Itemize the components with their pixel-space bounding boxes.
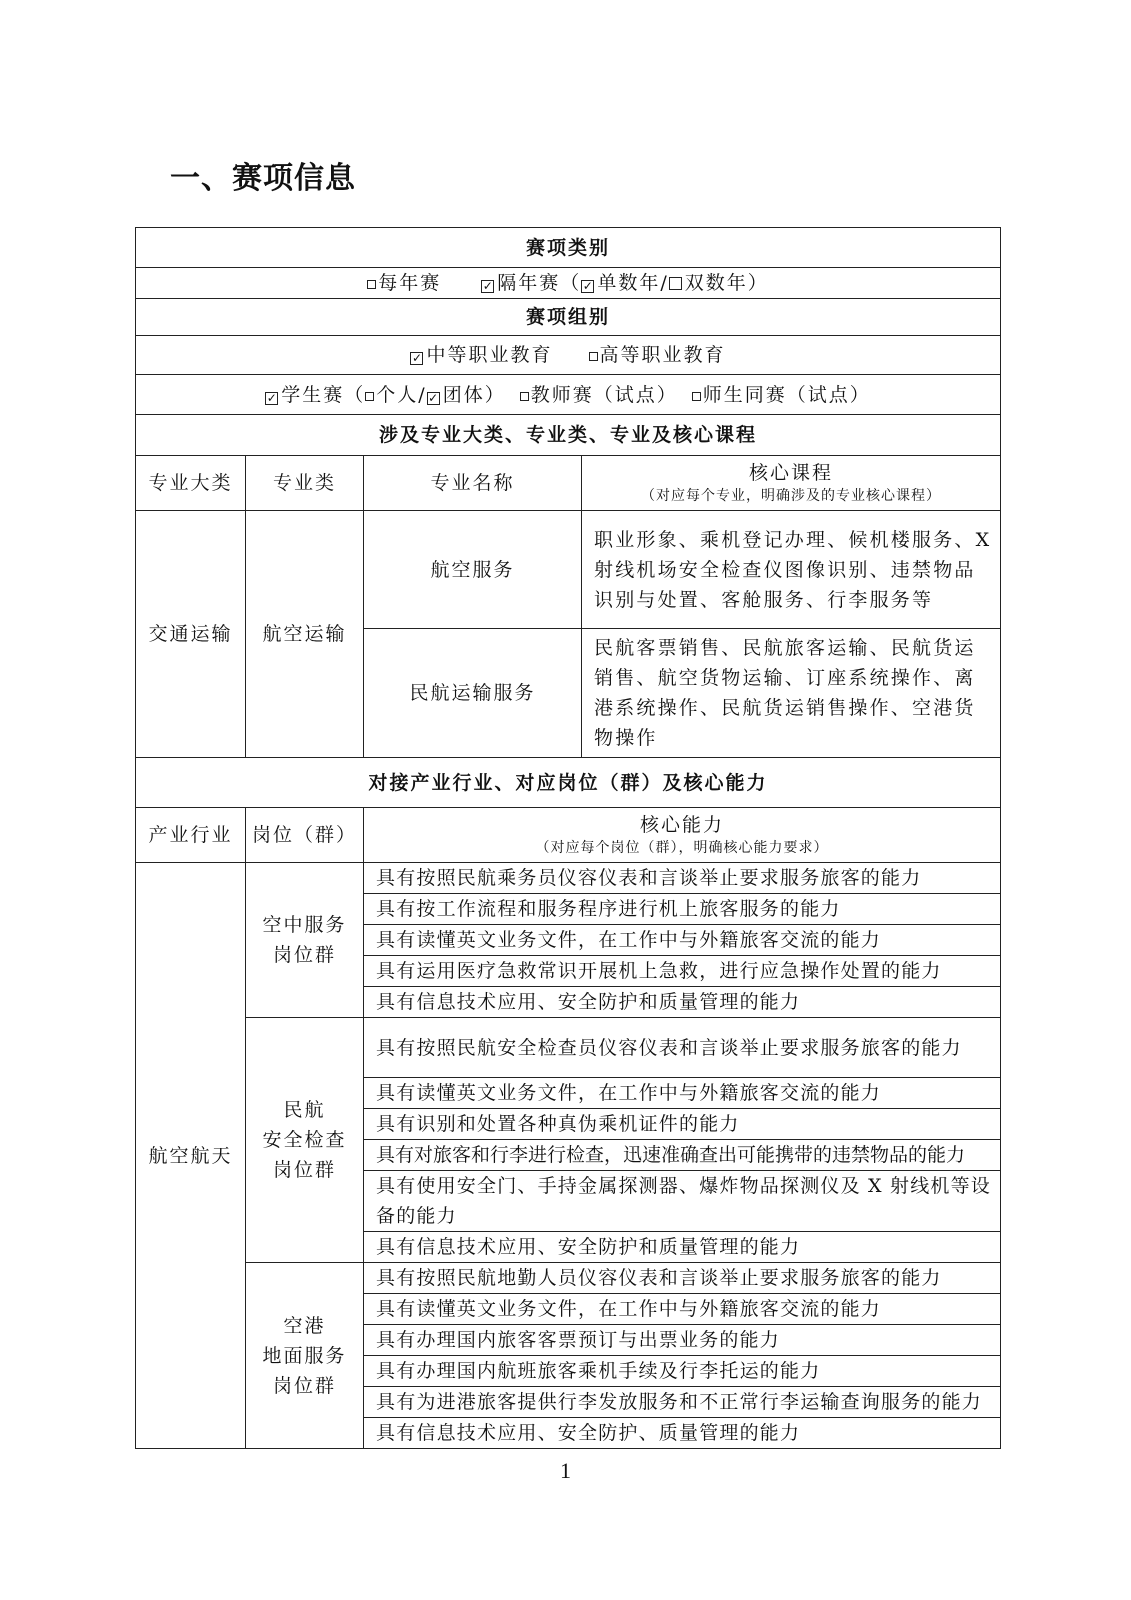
checkbox-unchecked-icon[interactable] (365, 392, 374, 401)
core-course-note: （对应每个专业，明确涉及的专业核心课程） (641, 488, 941, 504)
option-label: 个人/ (376, 383, 427, 406)
option-label: 单数年/ (597, 272, 669, 294)
option-label: 双数年） (684, 272, 769, 294)
header-core-course (582, 456, 1001, 511)
major-category-value: 交通运输 (136, 511, 246, 758)
ability-item: 具有读懂英文业务文件，在工作中与外籍旅客交流的能力 (364, 1294, 1001, 1325)
post-line: 岗位群 (272, 944, 336, 966)
post-line: 民航 (283, 1099, 326, 1121)
event-info-table (135, 227, 1001, 1449)
ability-item: 具有信息技术应用、安全防护和质量管理的能力 (364, 987, 1001, 1018)
ability-item: 具有办理国内航班旅客乘机手续及行李托运的能力 (364, 1356, 1001, 1387)
major-courses: 职业形象、乘机登记办理、候机楼服务、X 射线机场安全检查仪图像识别、违禁物品识别与处置、客舱服务、行李服务等 (582, 511, 1001, 629)
post-line: 空中服务 (262, 914, 347, 936)
header-industry: 产业行业 (136, 808, 246, 863)
option-label: 教师赛（试点） (530, 383, 678, 406)
category-title: 赛项类别 (136, 228, 1001, 268)
ability-item: 具有读懂英文业务文件，在工作中与外籍旅客交流的能力 (364, 925, 1001, 956)
majors-title: 涉及专业大类、专业类、专业及核心课程 (136, 415, 1001, 456)
major-class-value: 航空运输 (246, 511, 364, 758)
ability-item: 具有办理国内旅客客票预订与出票业务的能力 (364, 1325, 1001, 1356)
checkbox-checked-icon[interactable]: ✓ (266, 390, 277, 405)
major-courses: 民航客票销售、民航旅客运输、民航货运销售、航空货物运输、订座系统操作、离港系统操作、民航货运销售操作、空港货物操作 (582, 629, 1001, 758)
checkbox-unchecked-icon[interactable] (692, 392, 701, 401)
checkbox-unchecked-icon[interactable] (367, 280, 376, 289)
option-label: 隔年赛（ (497, 272, 582, 294)
ability-item: 具有信息技术应用、安全防护、质量管理的能力 (364, 1418, 1001, 1449)
post-line: 安全检查 (262, 1129, 347, 1151)
page-number: 1 (560, 1458, 571, 1483)
group-level-options (136, 336, 1001, 375)
post-line: 岗位群 (272, 1159, 336, 1181)
major-name: 民航运输服务 (364, 629, 582, 758)
header-major-category: 专业大类 (136, 456, 246, 511)
ability-item: 具有识别和处置各种真伪乘机证件的能力 (364, 1109, 1001, 1140)
major-name: 航空服务 (364, 511, 582, 629)
header-major-class: 专业类 (246, 456, 364, 511)
checkbox-unchecked-icon[interactable] (589, 352, 598, 361)
option-label: 团体） (442, 383, 506, 406)
ability-item: 具有读懂英文业务文件，在工作中与外籍旅客交流的能力 (364, 1078, 1001, 1109)
post-group (246, 1263, 364, 1449)
post-group (246, 863, 364, 1018)
section-heading: 一、赛项信息 (170, 161, 356, 196)
header-major-name: 专业名称 (364, 456, 582, 511)
ability-item: 具有使用安全门、手持金属探测器、爆炸物品探测仪及 X 射线机等设备的能力 (364, 1171, 1001, 1232)
ability-item: 具有按工作流程和服务程序进行机上旅客服务的能力 (364, 894, 1001, 925)
option-label: 中等职业教育 (426, 344, 553, 366)
ability-item: 具有信息技术应用、安全防护和质量管理的能力 (364, 1232, 1001, 1263)
checkbox-checked-icon[interactable]: ✓ (428, 390, 439, 405)
header-post: 岗位（群） (246, 808, 364, 863)
ability-item: 具有对旅客和行李进行检查，迅速准确查出可能携带的违禁物品的能力 (364, 1140, 1001, 1171)
post-line: 空港 (283, 1314, 326, 1337)
post-group (246, 1018, 364, 1263)
industry-title: 对接产业行业、对应岗位（群）及核心能力 (136, 758, 1001, 808)
option-label: 学生赛（ (281, 383, 366, 406)
group-type-options (136, 375, 1001, 415)
checkbox-checked-icon[interactable]: ✓ (411, 351, 423, 365)
checkbox-checked-icon[interactable]: ✓ (582, 279, 593, 293)
header-core-ability (364, 808, 1001, 863)
option-label: 每年赛 (378, 272, 442, 294)
post-line: 岗位群 (272, 1374, 336, 1397)
option-label: 师生同赛（试点） (702, 383, 871, 406)
checkbox-checked-icon[interactable]: ✓ (482, 279, 493, 293)
core-ability-note: （对应每个岗位（群），明确核心能力要求） (535, 840, 829, 856)
industry-value: 航空航天 (136, 863, 246, 1449)
group-title: 赛项组别 (136, 299, 1001, 336)
core-course-label: 核心课程 (749, 462, 834, 484)
checkbox-unchecked-icon[interactable] (669, 277, 682, 290)
ability-item: 具有为进港旅客提供行李发放服务和不正常行李运输查询服务的能力 (364, 1387, 1001, 1418)
ability-item: 具有运用医疗急救常识开展机上急救，进行应急操作处置的能力 (364, 956, 1001, 987)
ability-item: 具有按照民航地勤人员仪容仪表和言谈举止要求服务旅客的能力 (364, 1263, 1001, 1294)
core-ability-label: 核心能力 (640, 814, 725, 836)
checkbox-unchecked-icon[interactable] (520, 392, 529, 401)
ability-item: 具有按照民航乘务员仪容仪表和言谈举止要求服务旅客的能力 (364, 863, 1001, 894)
option-label: 高等职业教育 (599, 344, 726, 366)
category-options (136, 268, 1001, 299)
post-line: 地面服务 (262, 1344, 347, 1367)
ability-item: 具有按照民航安全检查员仪容仪表和言谈举止要求服务旅客的能力 (364, 1018, 1001, 1078)
